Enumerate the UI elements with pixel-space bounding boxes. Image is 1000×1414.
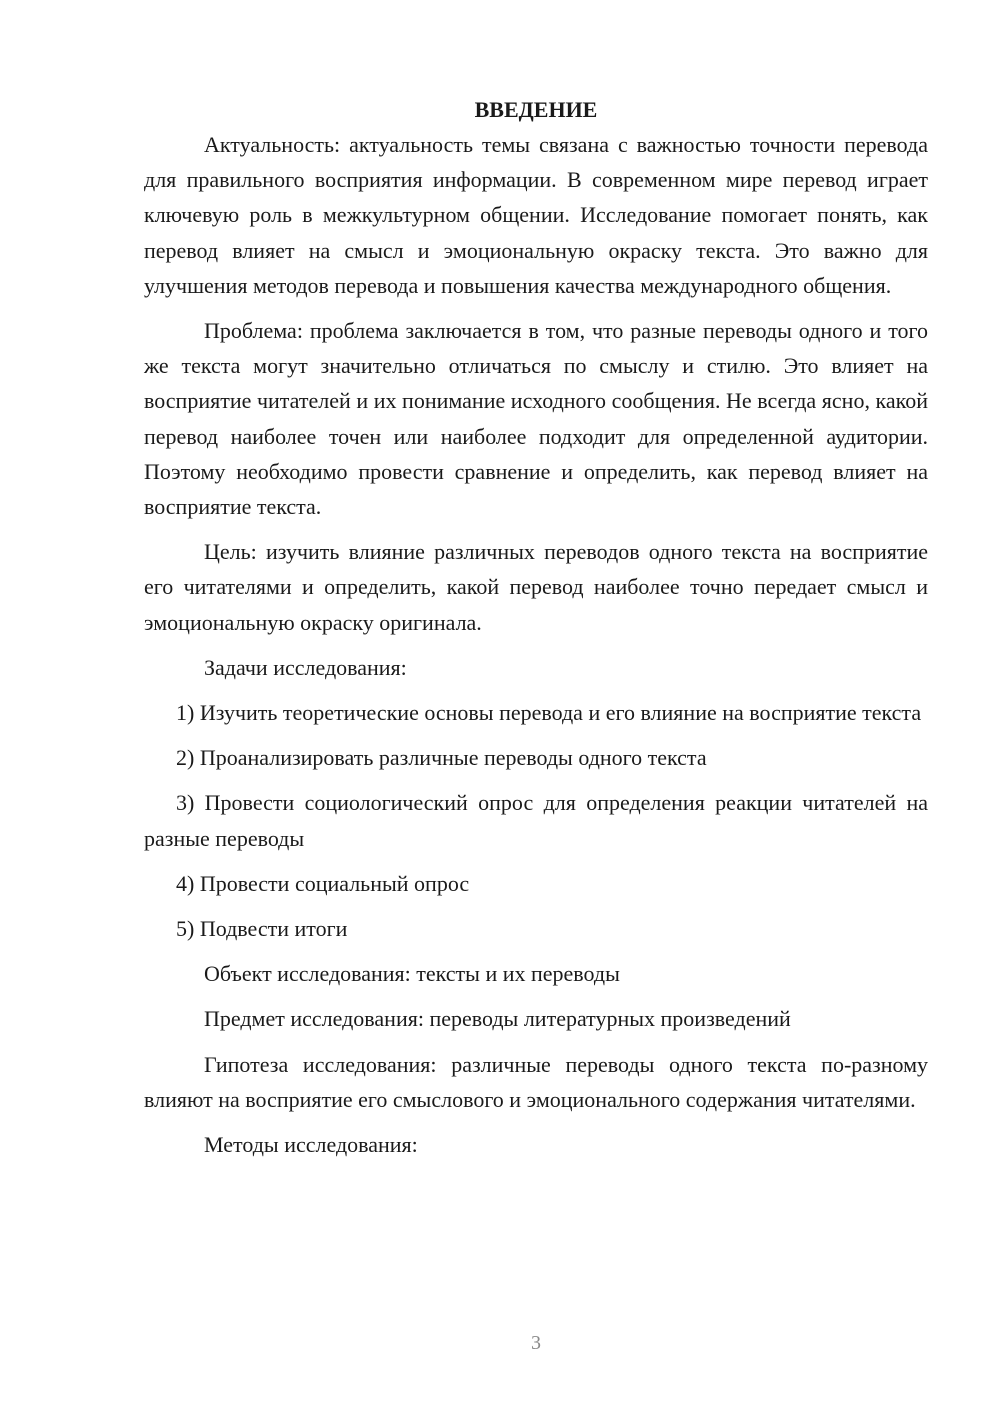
tasks-heading: Задачи исследования: <box>204 654 407 680</box>
paragraph-subject: Предмет исследования: переводы литературных произведений <box>204 1006 791 1032</box>
list-item-task-3: 3) Провести социологический опрос для определения реакции читателей на разные переводы <box>144 790 928 851</box>
list-item-task-4: 4) Провести социальный опрос <box>176 870 470 896</box>
list-item-task-1: 1) Изучить теоретические основы перевода и его влияние на восприятие текста <box>176 700 922 726</box>
list-item-task-5: 5) Подвести итоги <box>176 916 348 942</box>
paragraph-goal: Цель: изучить влияние различных переводов одного текста на восприятие его читателями и определить, какой перевод наиболее точно передает смысл и эмоциональную окраску оригинала. <box>144 539 928 635</box>
paragraph-problem: Проблема: проблема заключается в том, что разные переводы одного и того же текста могут значительно отличаться по смыслу и стилю. Это влияет на восприятие читателей и их понимание исходного сообщения. Не всегда ясно, какой перевод наиболее точен или наиболее подходит для определенной аудитории. Поэтому необходимо провести сравнение и определить, как перевод влияет на восприятие текста. <box>144 318 928 520</box>
page-number: 3 <box>531 1332 541 1354</box>
paragraph-relevance: Актуальность: актуальность темы связана с важностью точности перевода для правильного восприятия информации. В современном мире перевод играет ключевую роль в межкультурном общении. Исследование помогает понять, как перевод влияет на смысл и эмоциональную окраску текста. Это важно для улучшения методов перевода и повышения качества международного общения. <box>144 132 928 298</box>
list-item-task-2: 2) Проанализировать различные переводы одного текста <box>176 745 707 771</box>
paragraph-methods: Методы исследования: <box>204 1132 418 1158</box>
paragraph-object: Объект исследования: тексты и их переводы <box>204 961 620 987</box>
paragraph-hypothesis: Гипотеза исследования: различные переводы одного текста по-разному влияют на восприятие его смыслового и эмоционального содержания читателями. <box>144 1051 928 1112</box>
document-body <box>144 92 928 1172</box>
page-title: ВВЕДЕНИЕ <box>474 97 598 122</box>
